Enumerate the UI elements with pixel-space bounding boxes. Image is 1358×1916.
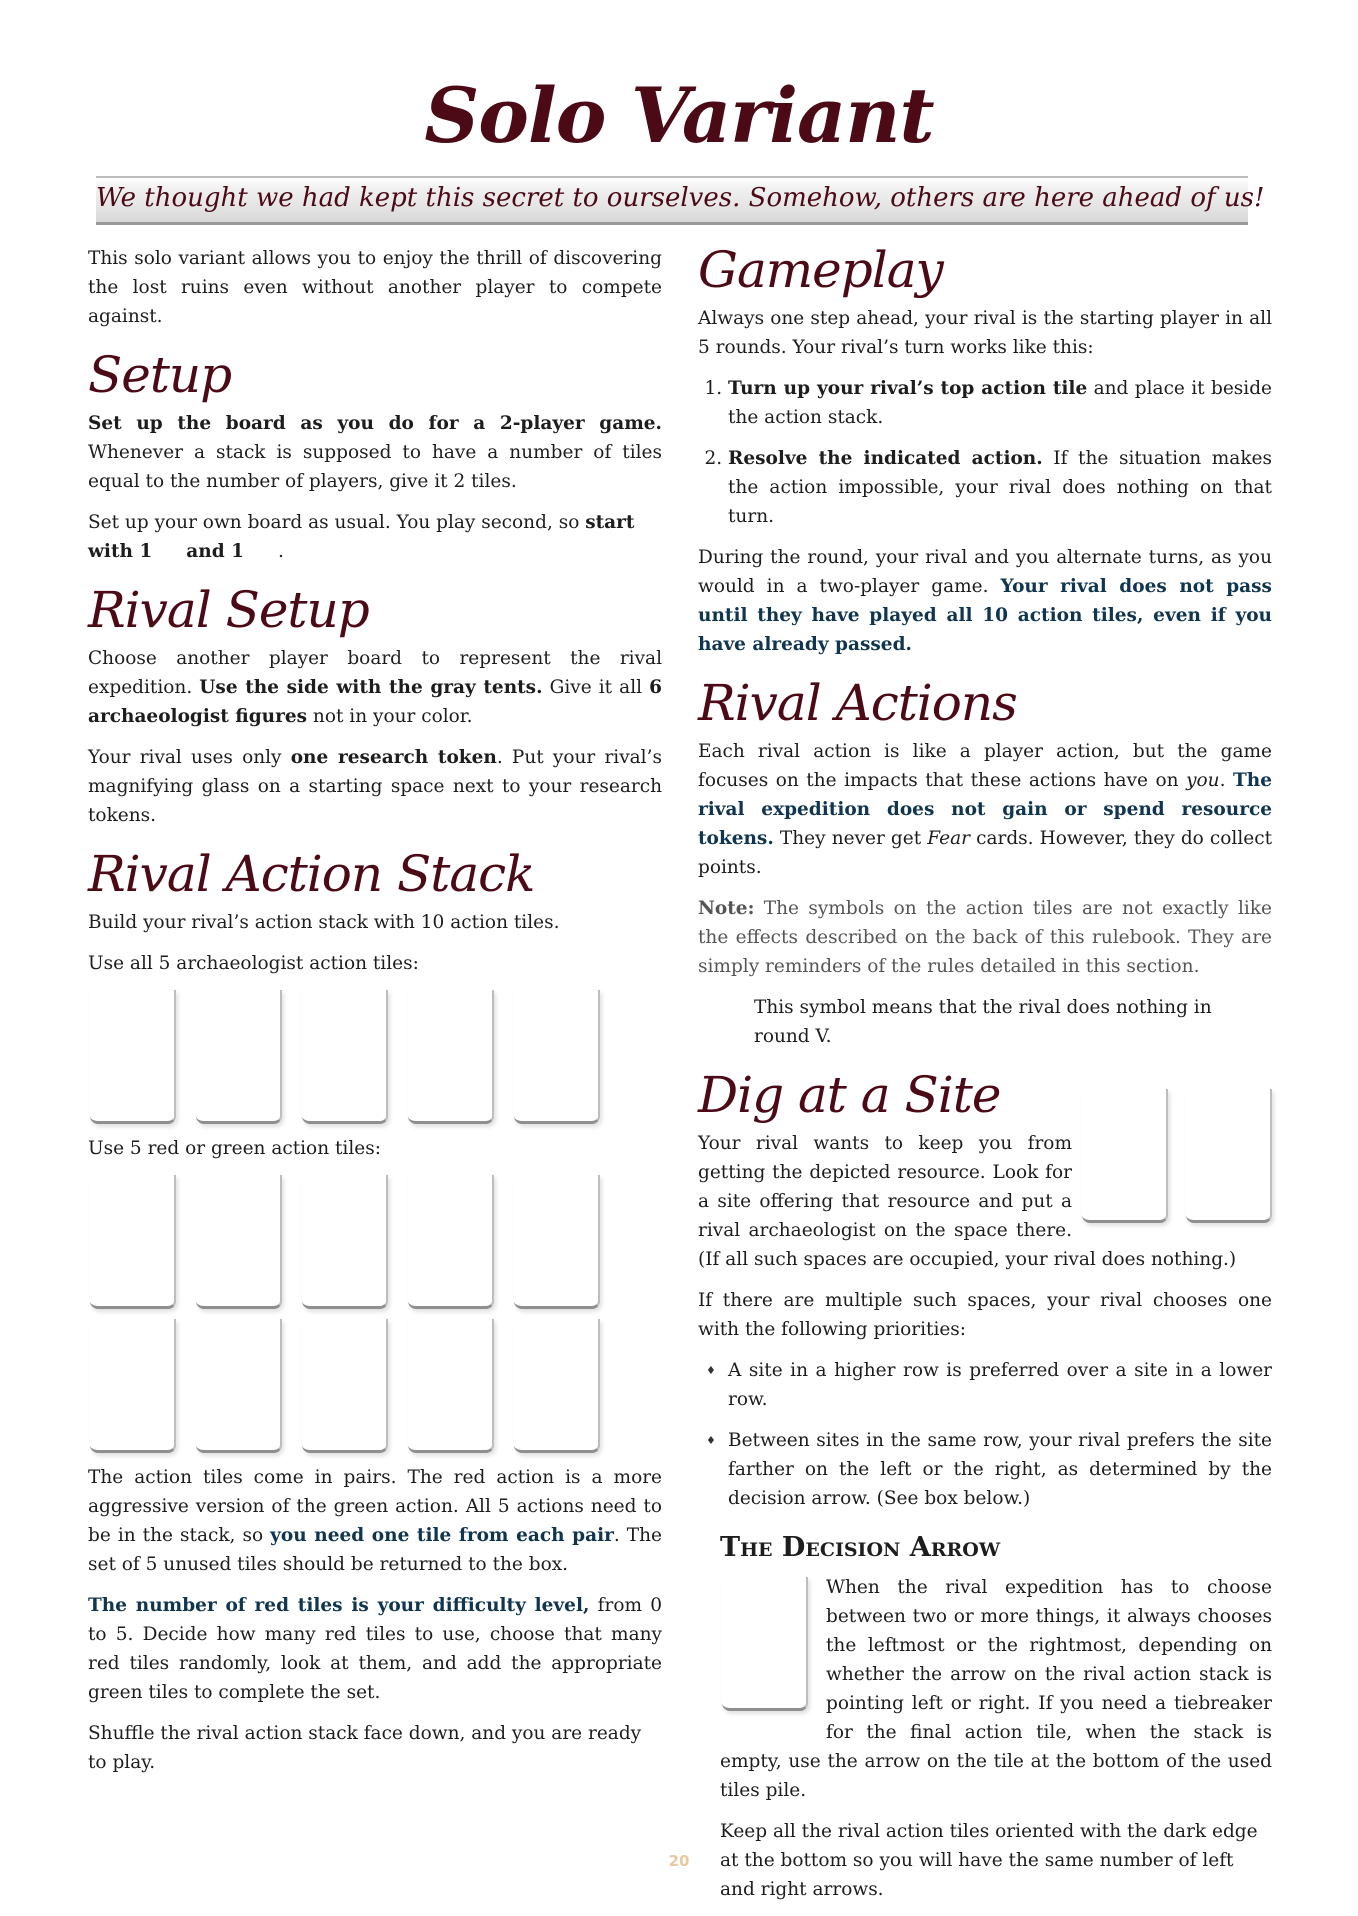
step-2-bold: Resolve the indicated action.	[728, 448, 1043, 469]
symbol-note: This symbol means that the rival does nothing in round V.	[754, 997, 1212, 1047]
rival-setup-paragraph-1	[88, 644, 662, 731]
rival-setup-text-2: Give it all	[542, 677, 650, 698]
action-tile	[196, 990, 282, 1124]
stack-paragraph-1: Build your rival’s action stack with 10 action tiles.	[88, 912, 560, 933]
note-paragraph	[698, 894, 1272, 981]
action-tile	[722, 1577, 808, 1711]
action-tile	[1082, 1089, 1168, 1223]
research-token-bold: one research token	[290, 747, 497, 768]
setup-paragraph-1	[88, 409, 662, 496]
archaeologist-tiles-row	[90, 990, 662, 1124]
actions-text-4: cards. However, they do collect points.	[698, 828, 1273, 878]
dig-paragraph-2: If there are multiple such spaces, your rival chooses one with the following priorities:	[698, 1290, 1272, 1340]
one-tile-highlight: you need one tile from each pair	[270, 1525, 614, 1546]
intro-paragraph: This solo variant allows you to enjoy the thrill of discovering the lost ruins even without another player to compete against.	[88, 248, 662, 327]
difficulty-text: from 0 to 5. Decide how many red tiles to use, choose that many red tiles randomly, look at them, and add the appropriate green tiles to complete the set.	[88, 1595, 662, 1703]
red-green-tiles-row-1	[90, 1175, 662, 1309]
decision-arrow-box	[720, 1531, 1272, 1904]
setup-bold: Set up the board as you do for a 2-player game.	[88, 413, 662, 434]
stack-paragraph-2: Use all 5 archaeologist action tiles:	[88, 953, 419, 974]
setup-text: Whenever a stack is supposed to have a number of tiles equal to the number of players, give it 2 tiles.	[88, 442, 662, 492]
action-tile	[302, 1319, 388, 1453]
dig-heading: Dig at a Site	[698, 1066, 1001, 1124]
rival-setup-text-3: not in your color.	[307, 706, 473, 727]
action-tile	[514, 1175, 600, 1309]
actions-text-2: .	[1219, 770, 1233, 791]
research-text-2: . Put your rival’s magnifying glass on a starting space next to your research tokens.	[88, 747, 662, 826]
red-green-tiles-row-2	[90, 1319, 662, 1453]
and-1: and 1	[186, 541, 244, 562]
gameplay-paragraph-1: Always one step ahead, your rival is the starting player in all 5 rounds. Your rival’s turn works like this:	[698, 308, 1272, 358]
rival-actions-heading: Rival Actions	[698, 674, 1017, 732]
pairs-text: The action tiles come in pairs. The red action is a more aggressive version of the green action. All 5 actions need to be in the stack, so	[88, 1467, 662, 1546]
stack-paragraph-4	[88, 1463, 662, 1579]
action-tile	[90, 1175, 176, 1309]
action-tile	[408, 1175, 494, 1309]
note-label: Note:	[698, 898, 755, 919]
action-tile	[302, 990, 388, 1124]
gray-tents-bold: Use the side with the gray tents.	[199, 677, 543, 698]
arrow-paragraph-2: Keep all the rival action tiles oriented with the dark edge at the bottom so you will have the same number of left and right arrows.	[720, 1821, 1258, 1900]
subtitle: We thought we had kept this secret to ourselves. Somehow, others are here ahead of us!	[96, 183, 1265, 213]
page-title: Solo Variant	[424, 71, 934, 160]
left-column	[88, 244, 662, 1789]
priority-item-2: ♦ Between sites in the same row, your rival prefers the site farther on the left or the right, as determined by the decision arrow. (See box below.)	[728, 1426, 1272, 1513]
note-text: The symbols on the action tiles are not exactly like the effects described on the back of this rulebook. They are simply reminders of the rules detailed in this section.	[698, 898, 1272, 977]
step-2	[728, 444, 1272, 531]
action-tile	[196, 1319, 282, 1453]
gameplay-paragraph-2	[698, 543, 1272, 659]
start-with-1: start with 1	[88, 512, 635, 562]
gameplay-heading: Gameplay	[698, 241, 943, 299]
right-column	[698, 241, 1273, 1916]
dig-paragraph-1: Your rival wants to keep you from getting the depicted resource. Look for a site offering that resource and put a rival archaeologist on the space there. (If all such spaces are occupied, your rival does nothing.)	[698, 1133, 1237, 1270]
step-1-text: and place it beside the action stack.	[728, 378, 1272, 428]
action-tile	[408, 1319, 494, 1453]
setup-paragraph-2	[88, 508, 662, 566]
setup-heading: Setup	[88, 346, 232, 404]
page-number: 20	[668, 1852, 690, 1870]
arrow-paragraph-1: When the rival expedition has to choose between two or more things, it always chooses the leftmost or the rightmost, depending on whether the arrow on the rival action stack is pointing left or right. If you need a tiebreaker for the final action tile, when the stack is empty, use the arrow on the tile at the bottom of the used tiles pile.	[720, 1577, 1272, 1801]
rival-action-stack-heading: Rival Action Stack	[88, 845, 535, 903]
difficulty-highlight: The number of red tiles is your difficulty level,	[88, 1595, 590, 1616]
pairs-text-2: . The set of 5 unused tiles should be returned to the box.	[88, 1525, 662, 1575]
stack-paragraph-3: Use 5 red or green action tiles:	[88, 1138, 381, 1159]
setup-text-2: Set up your own board as usual. You play second, so	[88, 512, 586, 533]
step-2-text: If the situation makes the action impossible, your rival does nothing on that turn.	[728, 448, 1272, 527]
action-tile	[1186, 1089, 1272, 1223]
priority-item-1: ♦ A site in a higher row is preferred over a site in a lower row.	[728, 1356, 1272, 1414]
step-1-bold: Turn up your rival’s top action tile	[728, 378, 1088, 399]
actions-text: Each rival action is like a player action, but the game focuses on the impacts that these actions have on	[698, 741, 1272, 791]
priority-list	[698, 1356, 1272, 1513]
alternate-text: During the round, your rival and you alternate turns, as you would in a two-player game.	[698, 547, 1272, 597]
decision-arrow-heading: The Decision Arrow	[720, 1532, 1001, 1563]
rival-setup-heading: Rival Setup	[88, 581, 369, 639]
rival-setup-paragraph-2	[88, 743, 662, 830]
action-tile	[408, 990, 494, 1124]
period: .	[277, 541, 284, 562]
actions-text-3: They never get	[773, 828, 928, 849]
step-1	[728, 374, 1272, 432]
figures-bold: 6 archaeologist figures	[88, 677, 662, 727]
action-tile	[90, 990, 176, 1124]
rival-setup-text: Choose another player board to represent the rival expedition.	[88, 648, 662, 698]
action-tile	[514, 1319, 600, 1453]
action-tile	[196, 1175, 282, 1309]
research-text: Your rival uses only	[88, 747, 291, 768]
dig-tiles	[1082, 1089, 1272, 1223]
fear-emphasis: Fear	[927, 828, 970, 849]
action-tile	[90, 1319, 176, 1453]
action-tile	[514, 990, 600, 1124]
turn-steps	[698, 374, 1272, 531]
actions-paragraph-1	[698, 737, 1272, 882]
you-emphasis: you	[1186, 770, 1220, 791]
resource-highlight: The rival expedition does not gain or spend resource tokens.	[698, 770, 1272, 849]
action-tile	[302, 1175, 388, 1309]
pass-highlight: Your rival does not pass until they have played all 10 action tiles, even if you have already passed.	[698, 576, 1272, 655]
stack-paragraph-6: Shuffle the rival action stack face down, and you are ready to play.	[88, 1723, 642, 1773]
stack-paragraph-5	[88, 1591, 662, 1707]
